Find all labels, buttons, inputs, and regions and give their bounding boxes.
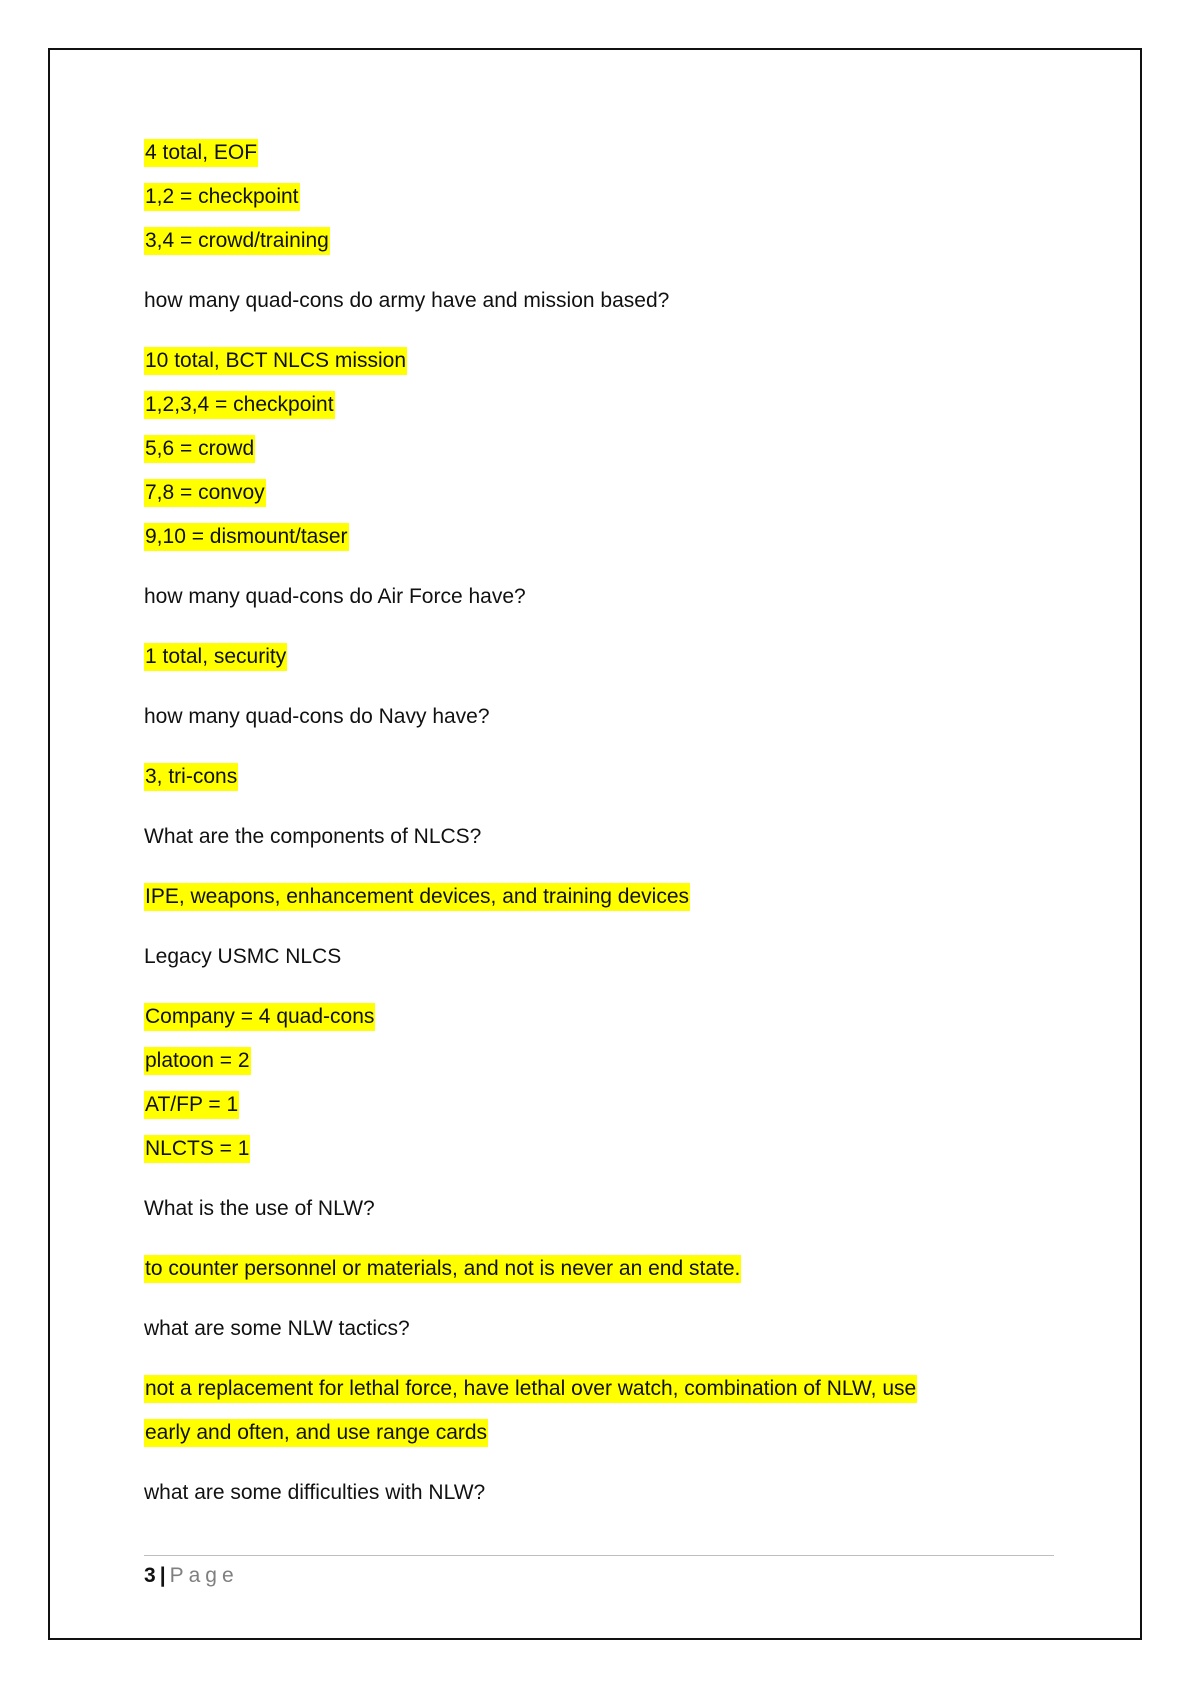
answer-line (144, 228, 1054, 254)
question-text: What is the use of NLW? (144, 1197, 375, 1220)
answer-line (144, 1420, 1054, 1446)
answer-line (144, 1136, 1054, 1162)
highlighted-text: 5,6 = crowd (144, 435, 255, 463)
answer-block (144, 764, 1054, 790)
highlighted-text: NLCTS = 1 (144, 1135, 250, 1163)
answer-line (144, 1004, 1054, 1030)
footer-separator: | (159, 1564, 166, 1587)
answer-line (144, 524, 1054, 550)
highlighted-text: 1 total, security (144, 643, 287, 671)
highlighted-text: 10 total, BCT NLCS mission (144, 347, 407, 375)
highlighted-text: early and often, and use range cards (144, 1419, 488, 1447)
answer-line (144, 1256, 1054, 1282)
highlighted-text: 4 total, EOF (144, 139, 258, 167)
answer-line (144, 1376, 1054, 1402)
question-text: what are some NLW tactics? (144, 1317, 410, 1340)
answer-line (144, 644, 1054, 670)
document-body (144, 140, 1054, 1540)
highlighted-text: IPE, weapons, enhancement devices, and training devices (144, 883, 690, 911)
question-text: how many quad-cons do Navy have? (144, 705, 490, 728)
answer-block (144, 140, 1054, 254)
question-text: What are the components of NLCS? (144, 825, 482, 848)
answer-block (144, 348, 1054, 550)
highlighted-text: 1,2,3,4 = checkpoint (144, 391, 335, 419)
answer-line (144, 348, 1054, 374)
answer-line (144, 436, 1054, 462)
answer-line (144, 184, 1054, 210)
answer-line (144, 1048, 1054, 1074)
answer-block (144, 1376, 1054, 1446)
answer-line (144, 1092, 1054, 1118)
page-label: Page (169, 1564, 239, 1587)
highlighted-text: 9,10 = dismount/taser (144, 523, 349, 551)
answer-line (144, 140, 1054, 166)
highlighted-text: 3,4 = crowd/training (144, 227, 330, 255)
highlighted-text: 1,2 = checkpoint (144, 183, 300, 211)
answer-line (144, 884, 1054, 910)
highlighted-text: AT/FP = 1 (144, 1091, 239, 1119)
answer-block (144, 884, 1054, 910)
question-text: Legacy USMC NLCS (144, 945, 342, 968)
answer-block (144, 644, 1054, 670)
answer-block (144, 1004, 1054, 1162)
question-text: how many quad-cons do Air Force have? (144, 585, 526, 608)
highlighted-text: 7,8 = convoy (144, 479, 266, 507)
highlighted-text: to counter personnel or materials, and not is never an end state. (144, 1255, 741, 1283)
highlighted-text: not a replacement for lethal force, have lethal over watch, combination of NLW, use (144, 1375, 917, 1403)
answer-block (144, 1256, 1054, 1282)
question-text: what are some difficulties with NLW? (144, 1481, 486, 1504)
answer-line (144, 392, 1054, 418)
answer-line (144, 480, 1054, 506)
highlighted-text: Company = 4 quad-cons (144, 1003, 375, 1031)
highlighted-text: 3, tri-cons (144, 763, 238, 791)
page-footer (144, 1563, 239, 1589)
page-number: 3 (144, 1564, 156, 1587)
question-text: how many quad-cons do army have and mission based? (144, 289, 670, 312)
footer-rule (144, 1555, 1054, 1556)
answer-line (144, 764, 1054, 790)
highlighted-text: platoon = 2 (144, 1047, 251, 1075)
